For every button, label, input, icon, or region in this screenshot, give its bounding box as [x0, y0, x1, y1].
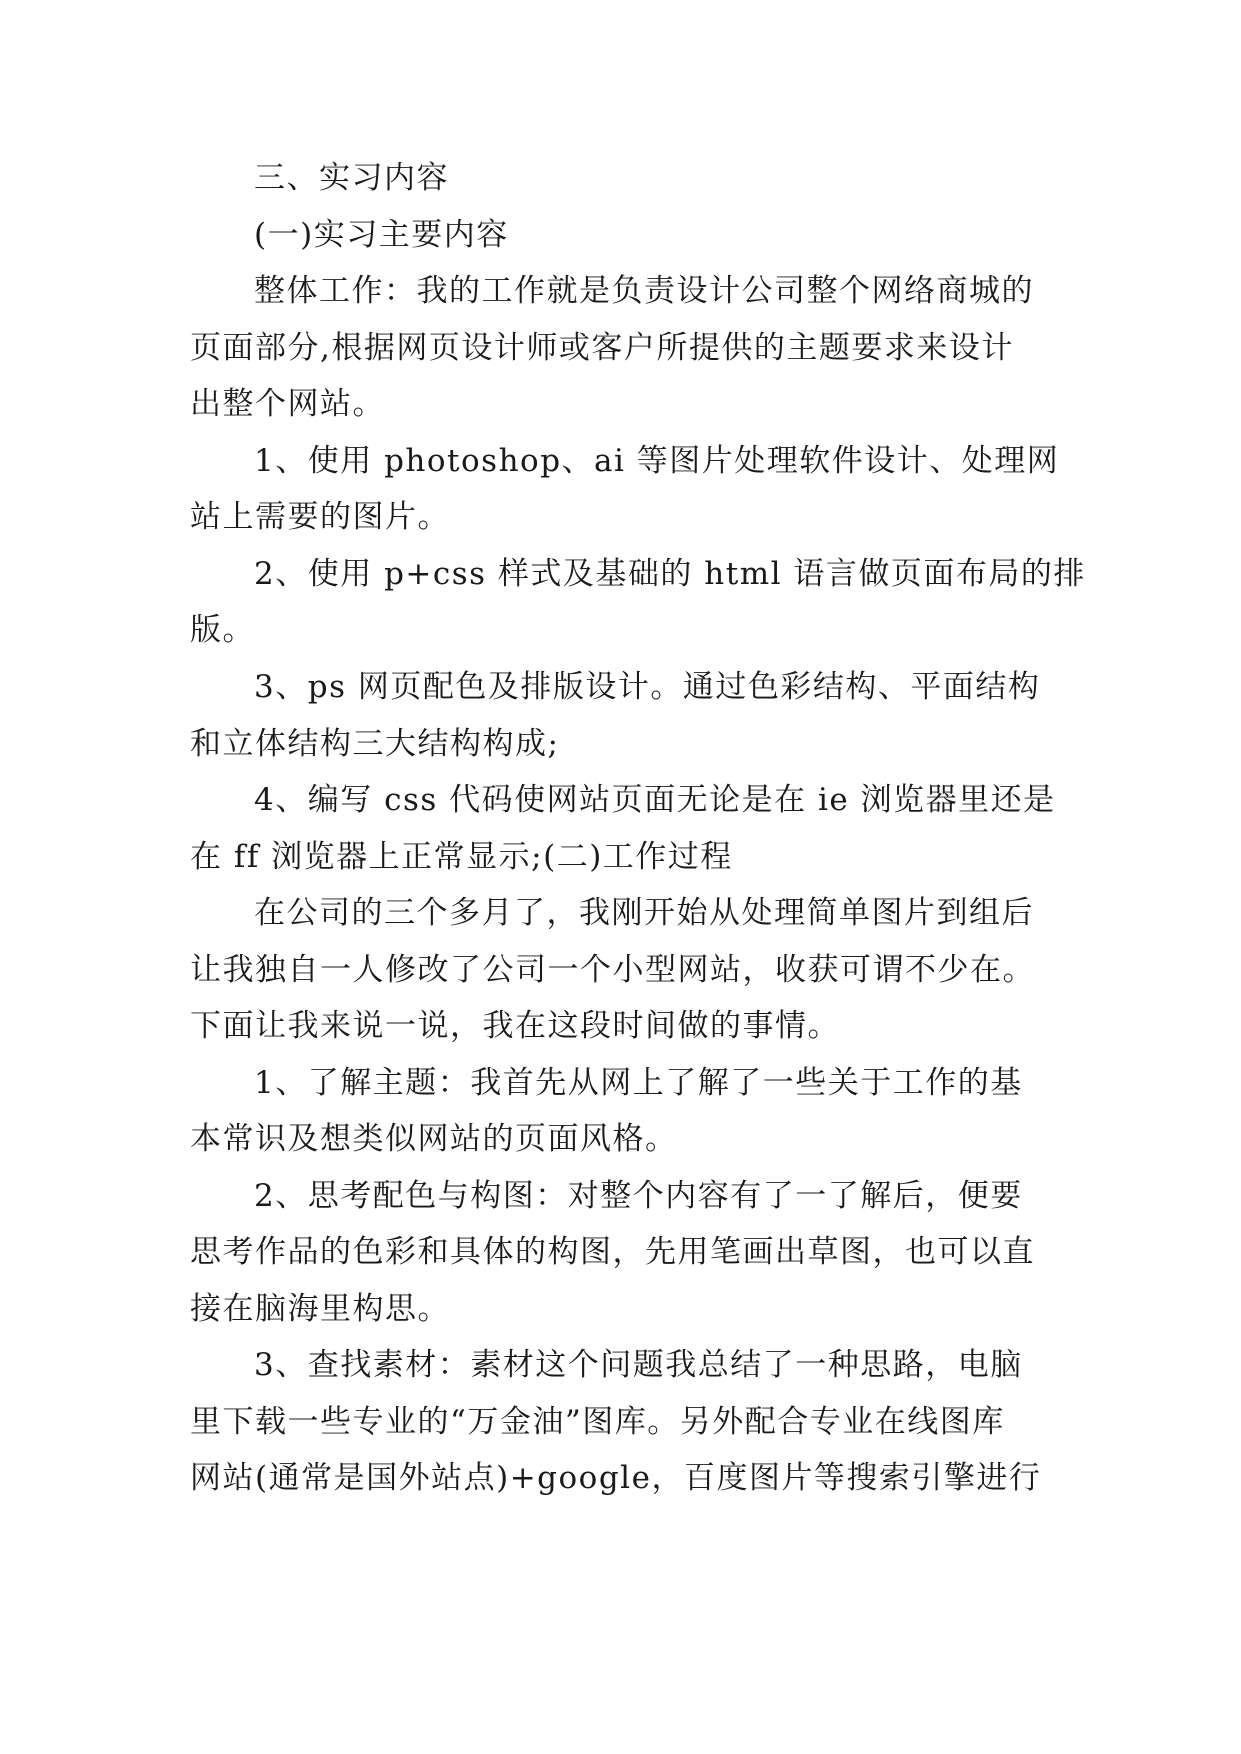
text-line: 和立体结构三大结构构成;	[190, 726, 560, 762]
text-line: 在 ff 浏览器上正常显示;(二)工作过程	[190, 839, 733, 875]
text-line: 版。	[190, 612, 255, 648]
text-line: 接在脑海里构思。	[190, 1291, 450, 1327]
text-line: 网站(通常是国外站点)+google，百度图片等搜索引擎进行	[190, 1460, 1042, 1496]
text-line: 4、编写 css 代码使网站页面无论是在 ie 浏览器里还是	[254, 782, 1056, 818]
text-line: 里下载一些专业的“万金油”图库。另外配合专业在线图库	[190, 1404, 1005, 1440]
section-heading: 三、实习内容	[254, 160, 449, 196]
text-line: 页面部分,根据网页设计师或客户所提供的主题要求来设计	[190, 330, 1014, 366]
text-line: 本常识及想类似网站的页面风格。	[190, 1121, 678, 1157]
text-line: 站上需要的图片。	[190, 499, 450, 535]
text-line: 2、思考配色与构图：对整个内容有了一了解后，便要	[254, 1178, 1023, 1214]
text-line: 2、使用 p+css 样式及基础的 html 语言做页面布局的排	[254, 556, 1086, 592]
text-line: 在公司的三个多月了，我刚开始从处理简单图片到组后	[254, 895, 1034, 931]
text-line: 下面让我来说一说，我在这段时间做的事情。	[190, 1008, 840, 1044]
text-line: 1、使用 photoshop、ai 等图片处理软件设计、处理网	[254, 443, 1060, 479]
text-line: 1、了解主题：我首先从网上了解了一些关于工作的基	[254, 1065, 1023, 1101]
subsection-heading: (一)实习主要内容	[254, 217, 509, 253]
text-line: 出整个网站。	[190, 386, 385, 422]
text-line: 整体工作：我的工作就是负责设计公司整个网络商城的	[254, 273, 1034, 309]
text-line: 思考作品的色彩和具体的构图，先用笔画出草图，也可以直	[190, 1234, 1035, 1270]
text-line: 3、ps 网页配色及排版设计。通过色彩结构、平面结构	[254, 669, 1041, 705]
text-line: 3、查找素材：素材这个问题我总结了一种思路，电脑	[254, 1347, 1023, 1383]
text-line: 让我独自一人修改了公司一个小型网站，收获可谓不少在。	[190, 952, 1035, 988]
